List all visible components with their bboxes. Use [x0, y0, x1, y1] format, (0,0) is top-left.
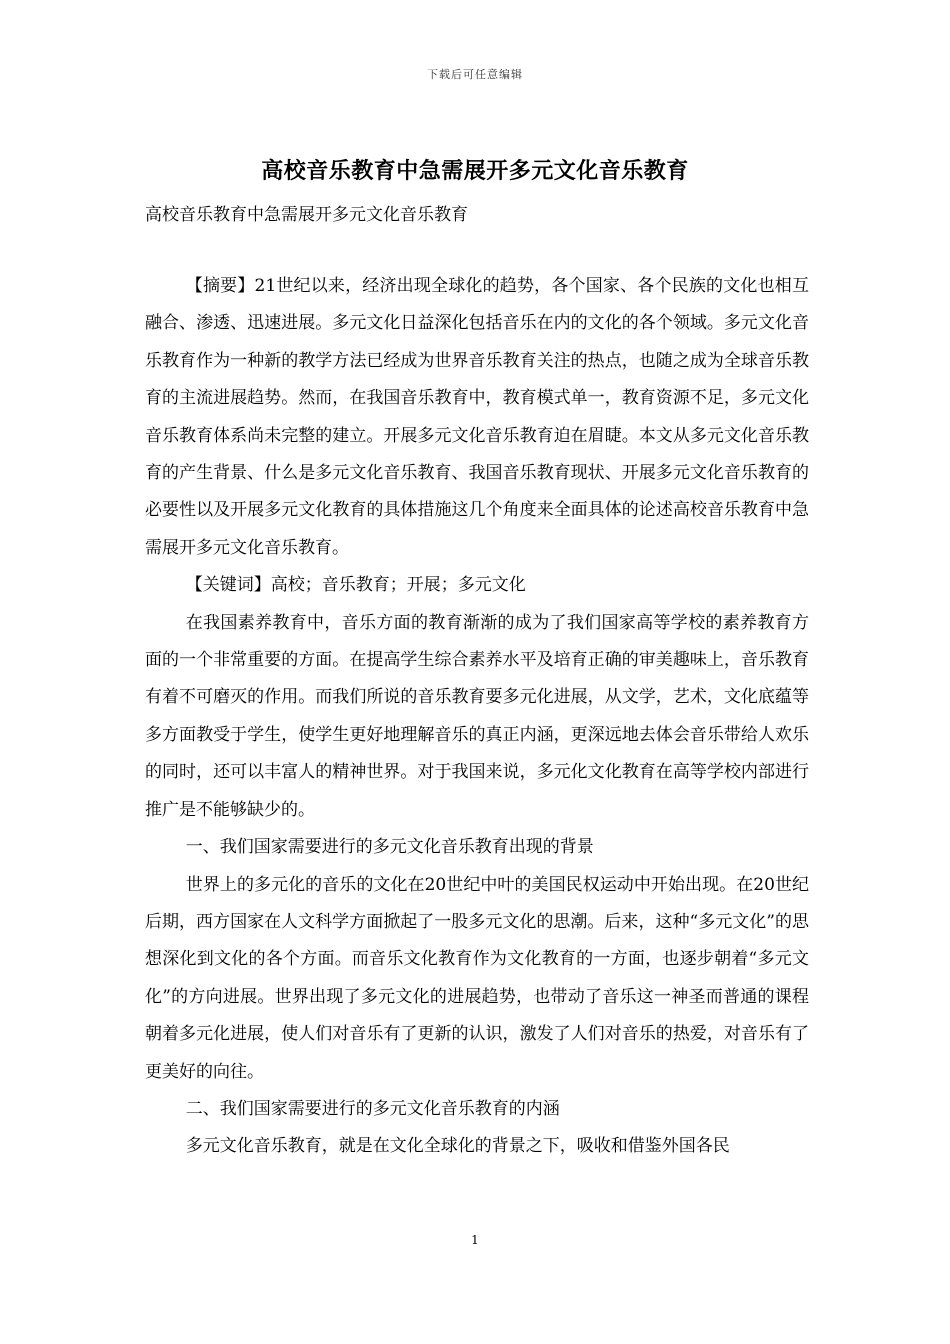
document-title: 高校音乐教育中急需展开多元文化音乐教育	[261, 159, 689, 184]
intro-paragraph: 在我国素养教育中，音乐方面的教育渐渐的成为了我们国家高等学校的素养教育方面的一个非常重要的方面。在提高学生综合素养水平及培育正确的审美趣味上，音乐教育有着不可磨灭的作用。而我们所说的音乐教育要多元化进展，从文学，艺术，文化底蕴等多方面教受于学生，使学生更好地理解音乐的真正内涵，更深远地去体会音乐带给人欢乐的同时，还可以丰富人的精神世界。对于我国来说，多元化文化教育在高等学校内部进行推广是不能够缺少的。	[145, 612, 809, 820]
abstract-paragraph: 【摘要】21世纪以来，经济出现全球化的趋势，各个国家、各个民族的文化也相互融合、渗透、迅速进展。多元文化日益深化包括音乐在内的文化的各个领域。多元文化音乐教育作为一种新的教学方法已经成为世界音乐教育关注的热点，也随之成为全球音乐教育的主流进展趋势。然而，在我国音乐教育中，教育模式单一，教育资源不足，多元文化音乐教育体系尚未完整的建立。开展多元文化音乐教育迫在眉睫。本文从多元文化音乐教育的产生背景、什么是多元文化音乐教育、我国音乐教育现状、开展多元文化音乐教育的必要性以及开展多元文化教育的具体措施这几个角度来全面具体的论述高校音乐教育中急需展开多元文化音乐教育。	[145, 276, 809, 558]
document-body	[145, 268, 809, 1166]
document-subtitle: 高校音乐教育中急需展开多元文化音乐教育	[145, 205, 468, 225]
page-number: 1	[471, 1233, 479, 1247]
section-heading-2: 二、我们国家需要进行的多元文化音乐教育的内涵	[185, 1098, 560, 1119]
keywords-paragraph: 【关键词】高校；音乐教育；开展；多元文化	[185, 575, 526, 596]
page-header-note: 下载后可任意编辑	[427, 68, 523, 81]
section-heading-1: 一、我们国家需要进行的多元文化音乐教育出现的背景	[185, 837, 594, 858]
section-2-paragraph: 多元文化音乐教育，就是在文化全球化的背景之下，吸收和借鉴外国各民	[185, 1136, 730, 1157]
section-1-paragraph: 世界上的多元化的音乐的文化在20世纪中叶的美国民权运动中开始出现。在20世纪后期，西方国家在人文科学方面掀起了一股多元文化的思潮。后来，这种“多元文化”的思想深化到文化的各个方面。而音乐文化教育作为文化教育的一方面，也逐步朝着“多元文化”的方向进展。世界出现了多元文化的进展趋势，也带动了音乐这一神圣而普通的课程朝着多元化进展，使人们对音乐有了更新的认识，激发了人们对音乐的热爱，对音乐有了更美好的向往。	[145, 874, 809, 1082]
